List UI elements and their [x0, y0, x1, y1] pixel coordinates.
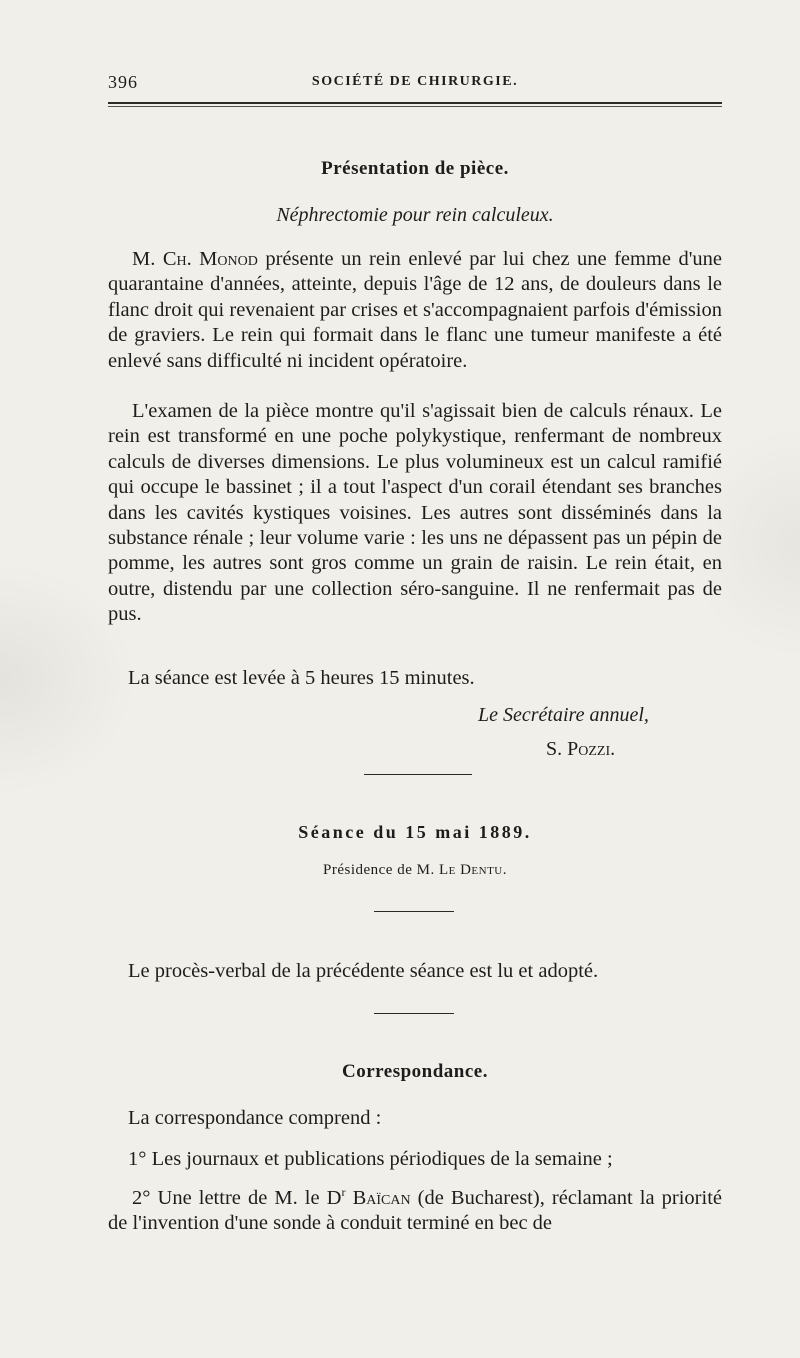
list-item-2: [108, 1180, 722, 1237]
paragraph-seance-levee: [108, 665, 722, 691]
correspondance-intro-text: La correspondance comprend :: [128, 1107, 382, 1129]
header-rule: [108, 102, 722, 104]
page-number: 396: [108, 72, 138, 92]
paragraph-proces-verbal: [108, 958, 722, 984]
section-divider-1: [364, 774, 472, 775]
item2-prefix: 2° Une lettre de M. le D: [132, 1186, 342, 1209]
para1-prefix: M.: [132, 248, 163, 270]
section-heading-correspondance: Correspondance.: [342, 1061, 488, 1082]
author-monod: Ch. Monod: [162, 248, 258, 270]
paragraph-correspondance-intro: [108, 1105, 722, 1131]
header-rule-thin: [108, 106, 722, 107]
section-subheading-nephrectomie: Néphrectomie pour rein calculeux.: [276, 204, 554, 226]
paragraph-examen: [108, 399, 722, 628]
paragraph-proces-verbal-text: Le procès-verbal de la précédente séance est lu et adopté.: [128, 960, 599, 982]
seance-title: Séance du 15 mai 1889.: [298, 822, 532, 842]
list-item-1: [108, 1146, 722, 1172]
presidence-line: [108, 862, 722, 879]
list-item-2-text: [108, 1180, 722, 1237]
presidence-prefix: Présidence de M.: [322, 862, 439, 878]
item2-sup: r: [341, 1185, 346, 1199]
author-baican: Baïcan: [352, 1186, 411, 1209]
paragraph-examen-text: L'examen de la pièce montre qu'il s'agissait bien de calculs rénaux. Le rein est transformé en une poche polykystique, renfermant de nombreux calculs de diverses dimensions. Le plus volumineux est un calcul ramifié qui occupe le bassinet ; il a tout l'aspect d'un corail étendant ses branches dans les cavités kystiques voisines. Les autres sont disséminés dans la substance rénale ; leur volume varie : les uns ne dépassent pas un pépin de pomme, les autres sont gros comme un grain de raisin. Le rein était, en outre, distendu par une collection séro-sanguine. Il ne renfermait pas de pus.: [108, 400, 722, 626]
section-heading-presentation: Présentation de pièce.: [321, 158, 509, 179]
list-item-1-text: 1° Les journaux et publications périodiques de la semaine ;: [128, 1148, 613, 1170]
page-header: [108, 72, 722, 100]
paragraph-monod: [108, 247, 722, 374]
item2-body: (de Bucharest), réclamant la priorité de l'invention d'une sonde à conduit terminé en bec de: [108, 1186, 723, 1235]
signature-title: Le Secrétaire annuel,: [478, 704, 649, 726]
section-divider-3: [374, 1013, 454, 1014]
running-head: SOCIÉTÉ DE CHIRURGIE.: [311, 74, 519, 89]
signature-name: S. Pozzi.: [546, 738, 616, 760]
section-divider-2: [374, 911, 454, 912]
paragraph-monod-text: [108, 247, 722, 374]
paragraph-seance-levee-text: La séance est levée à 5 heures 15 minutes.: [128, 667, 475, 689]
president-name: Le Dentu.: [438, 862, 507, 878]
para1-body: présente un rein enlevé par lui chez une femme d'une quarantaine d'années, atteinte, depuis l'âge de 12 ans, de douleurs dans le flanc droit qui revenaient par crises et s'accompagnaient parfois d'émission de graviers. Le rein qui formait dans le flanc une tumeur manifeste a été enlevé sans difficulté ni incident opératoire.: [108, 248, 722, 372]
